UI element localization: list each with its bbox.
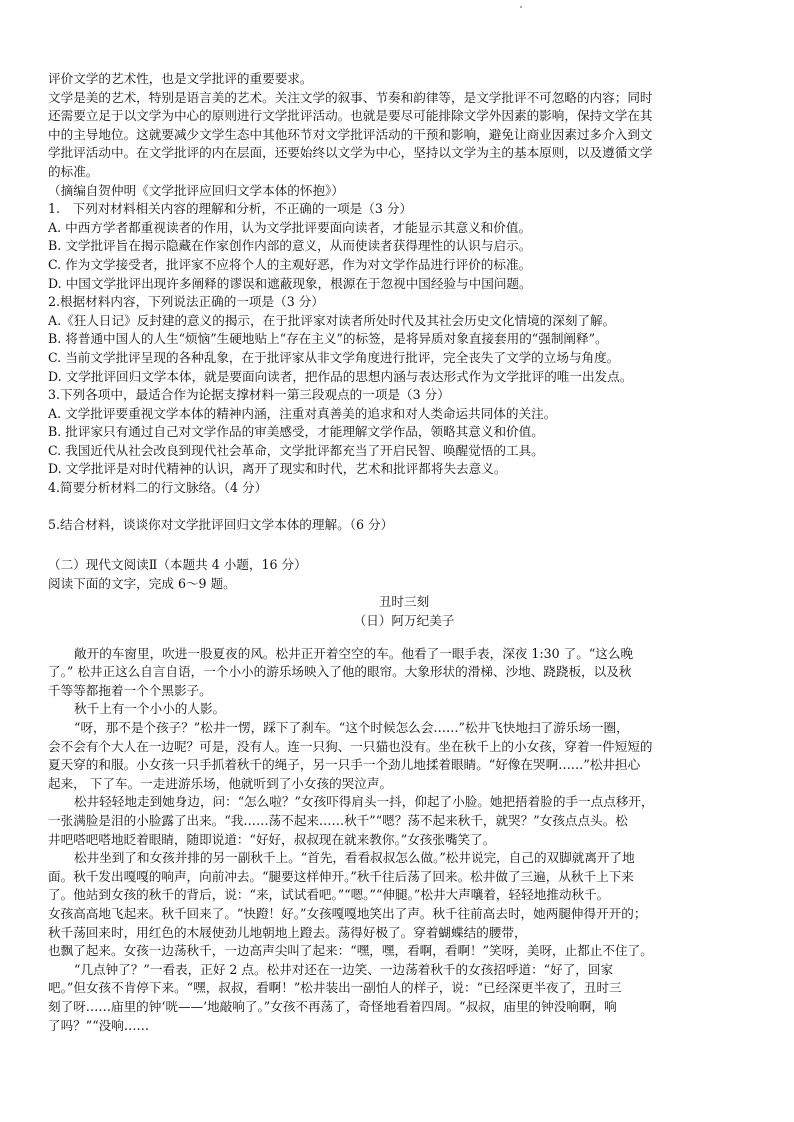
question-line: D. 文学批评是对时代精神的认识，离开了现实和时代，艺术和批评都将失去意义。 <box>48 461 507 477</box>
question-line: A. 文学批评要重视文学本体的精神内涵，注重对真善美的追求和对人类命运共同体的关注。 <box>48 405 557 421</box>
story-line: 千等等都拖着一个个黑影子。 <box>48 682 212 698</box>
question-line: 4.简要分析材料二的行文脉络。（4 分） <box>48 480 268 496</box>
story-line: 一张满脸是泪的小脸露了出来。“我……荡不起来……秋千”“嗯？荡不起来秋千，就哭？”女孩点点头。松 <box>48 812 628 828</box>
question-line: 1. 下列对材料相关内容的理解和分析，不正确的一项是（3 分） <box>48 201 413 217</box>
question-line: B. 文学批评旨在揭示隐藏在作家创作内部的意义，从而使读者获得理性的认识与启示。 <box>48 238 532 254</box>
story-line: 秋千上有一个小小的人影。 <box>74 701 226 717</box>
story-line: 夏天穿的和服。小女孩一只手抓着秋千的绳子，另一只手一个劲儿地揉着眼睛。“好像在哭啊……”松井担心 <box>48 757 641 773</box>
story-line: 也飘了起来。女孩一边荡秋千，一边高声尖叫了起来：“嘿，嘿，看啊，看啊！”笑呀，美呀，止都止不住了。 <box>48 943 653 959</box>
story-line: 秋千荡回来时，用红色的木屐使劲儿地朝地上蹬去。荡得好极了。穿着蝴蝶结的腰带， <box>48 924 527 940</box>
paragraph-line: （摘编自贺仲明《文学批评应回归文学本体的怀抱》） <box>48 182 344 198</box>
section-header-line: 阅读下面的文字，完成 6～9 题。 <box>48 575 236 591</box>
story-line: 了吗？”“没响…… <box>48 1017 150 1033</box>
story-line: 刻了呀……庙里的钟‘咣——’地敲响了。”女孩不再荡了，奇怪地看着四周。“叔叔，庙里的钟没响啊，响 <box>48 998 617 1014</box>
section-2-header <box>48 556 760 593</box>
questions-1-to-4 <box>48 200 760 498</box>
material-two-tail <box>48 70 760 200</box>
scan-dot <box>520 6 522 8</box>
question-line: C. 作为文学接受者，批评家不应将个人的主观好恶，作为对文学作品进行评价的标准。 <box>48 256 532 272</box>
spacer <box>48 631 760 645</box>
question-line: A.《狂人日记》反封建的意义的揭示，在于批评家对读者所处时代及其社会历史文化情境的深刻了解。 <box>48 312 616 328</box>
paragraph-line: 的标准。 <box>48 163 99 179</box>
paragraph-line: 还需要立足于以文学为中心的原则进行文学批评活动。也就是要尽可能排除文学外因素的影响，保持文学在其 <box>48 108 653 124</box>
section-header-line: （二）现代文阅读Ⅱ（本题共 4 小题，16 分） <box>48 557 307 573</box>
story-line: 井吧嗒吧嗒地眨着眼睛，随即说道：“好好，叔叔现在就来教你。”女孩张嘴笑了。 <box>48 831 496 847</box>
question-5: 5.结合材料，谈谈你对文学批评回归文学本体的理解。（6 分） <box>48 516 394 532</box>
question-line: D. 中国文学批评出现许多阐释的谬误和遮蔽现象，根源在于忽视中国经验与中国问题。 <box>48 275 532 291</box>
question-line: C. 当前文学批评呈现的各种乱象，在于批评家从非文学角度进行批评，完全丧失了文学的立场与角度。 <box>48 349 620 365</box>
paragraph-line: 文学是美的艺术，特别是语言美的艺术。关注文学的叙事、节奏和韵律等，是文学批评不可忽略的内容；同时 <box>48 89 653 105</box>
story-text <box>48 645 760 1035</box>
question-line: D. 文学批评回归文学本体，就是要面向读者，把作品的思想内涵与表达形式作为文学批评的唯一出发点。 <box>48 368 633 384</box>
story-line: 吧。”但女孩不肯停下来。“嘿，叔叔，看啊！”松井装出一副怕人的样子，说：“已经深更半夜了，丑时三 <box>48 980 622 996</box>
story-line: “呀，那不是个孩子？”松井一愣，踩下了刹车。“这个时候怎么会……”松井飞快地扫了游乐场一圈， <box>74 720 629 735</box>
story-line: 松井坐到了和女孩并排的另一副秋千上。“首先，看看叔叔怎么做。”松井说完，自己的双脚就离开了地 <box>74 850 635 866</box>
question-line: C. 我国近代从社会改良到现代社会革命，文学批评都充当了开启民智、唤醒觉悟的工具。 <box>48 442 544 458</box>
document-page <box>48 70 760 1035</box>
story-line: 起来， 下了车。一走进游乐场，他就听到了小女孩的哭泣声。 <box>48 775 393 791</box>
story-line: 松井轻轻地走到她身边，问：“怎么啦？”女孩吓得肩头一抖，仰起了小脸。她把捂着脸的手一点点移开， <box>74 794 654 810</box>
story-line: 会不会有个大人在一边呢？可是，没有人。连一只狗、一只猫也没有。坐在秋千上的小女孩，穿着一件短短的 <box>48 738 653 754</box>
story-author: （日）阿万纪美子 <box>353 613 455 629</box>
story-line: “几点钟了？”一看表，正好 2 点。松井对还在一边笑、一边荡着秋千的女孩招呼道：“好了，回家 <box>74 961 614 977</box>
story-line: 了。” 松井正这么自言自语，一个小小的游乐场映入了他的眼帘。大象形状的滑梯、沙地、跷跷板，以及秋 <box>48 664 632 680</box>
paragraph-line: 评价文学的艺术性，也是文学批评的重要要求。 <box>48 71 313 86</box>
answer-space <box>48 498 760 516</box>
paragraph-line: 中的主导地位。这就要减少文学生态中其他环节对文学批评活动的干预和影响，避免让商业因素过多介入到文 <box>48 126 653 142</box>
answer-space <box>48 534 760 556</box>
paragraph-line: 学批评活动中。在文学批评的内在层面，还要始终以文学为中心，坚持以文学为主的基本原则，以及遵循文学 <box>48 145 653 161</box>
question-line: B. 批评家只有通过自己对文学作品的审美感受，才能理解文学作品，领略其意义和价值。 <box>48 424 544 440</box>
story-line: 女孩高高地飞起来。秋千回来了。“快蹬！好。”女孩嘎嘎地笑出了声。秋千往前高去时，她两腿伸得开开的； <box>48 905 647 921</box>
question-line: B. 将普通中国人的人生“烦恼”生硬地贴上“存在主义”的标签，是将异质对象直接套用的“强制阐释”。 <box>48 331 608 347</box>
story-line: 敞开的车窗里，吹进一股夏夜的风。松井正开着空空的车。他看了一眼手表，深夜 1:30 了。“这么晚 <box>74 645 634 661</box>
question-line: 2.根据材料内容，下列说法正确的一项是（3 分） <box>48 294 324 310</box>
question-line: 3.下列各项中，最适合作为论据支撑材料一第三段观点的一项是（3 分） <box>48 387 450 403</box>
story-line: 面。秋千发出嘎嘎的响声，向前冲去。“腿要这样伸开。”秋千往后荡了回来。松井做了三遍，从秋千上下来 <box>48 868 634 884</box>
question-line: A. 中西方学者都重视读者的作用，认为文学批评要面向读者，才能显示其意义和价值。 <box>48 219 532 235</box>
story-title: 丑时三刻 <box>378 594 430 610</box>
story-line: 了。他站到女孩的秋千的背后，说：“来，试试看吧。”“嗯。”“伸腿。”松井大声嚷着，轻轻地推动秋千。 <box>48 887 610 903</box>
